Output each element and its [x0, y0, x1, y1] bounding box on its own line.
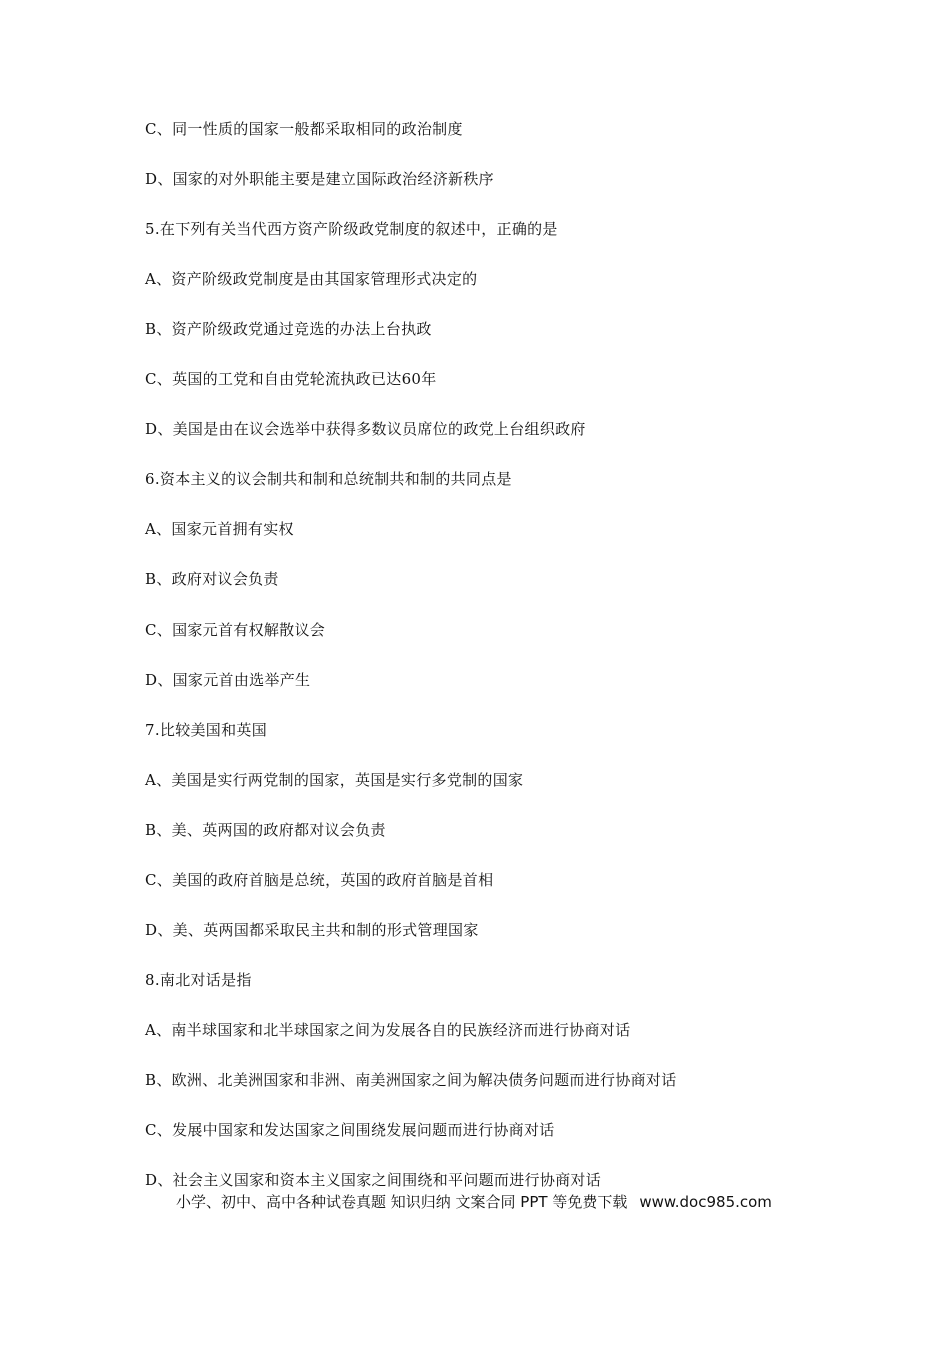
option-7a: A、美国是实行两党制的国家，英国是实行多党制的国家: [145, 771, 524, 789]
option-5a: A、资产阶级政党制度是由其国家管理形式决定的: [145, 270, 478, 288]
option-6a: A、国家元首拥有实权: [145, 520, 294, 538]
question-5-stem: 5.在下列有关当代西方资产阶级政党制度的叙述中，正确的是: [145, 220, 558, 238]
question-7-stem: 7.比较美国和英国: [145, 721, 268, 739]
footer: [176, 1192, 772, 1212]
footer-text: 小学、初中、高中各种试卷真题 知识归纳 文案合同 PPT 等免费下载: [176, 1193, 628, 1211]
footer-url-link[interactable]: www.doc985.com: [639, 1193, 772, 1211]
option-6b: B、政府对议会负责: [145, 570, 279, 588]
option-7b: B、美、英两国的政府都对议会负责: [145, 821, 386, 839]
option-7d: D、美、英两国都采取民主共和制的形式管理国家: [145, 921, 479, 939]
question-8-stem: 8.南北对话是指: [145, 971, 252, 989]
option-8b: B、欧洲、北美洲国家和非洲、南美洲国家之间为解决债务问题而进行协商对话: [145, 1071, 677, 1089]
option-6d: D、国家元首由选举产生: [145, 671, 311, 689]
question-6-stem: 6.资本主义的议会制共和制和总统制共和制的共同点是: [145, 470, 512, 488]
option-5b: B、资产阶级政党通过竞选的办法上台执政: [145, 320, 432, 338]
option-8a: A、南半球国家和北半球国家之间为发展各自的民族经济而进行协商对话: [145, 1021, 631, 1039]
option-4c: C、同一性质的国家一般都采取相同的政治制度: [145, 120, 463, 138]
option-4d: D、国家的对外职能主要是建立国际政治经济新秩序: [145, 170, 494, 188]
option-5d: D、美国是由在议会选举中获得多数议员席位的政党上台组织政府: [145, 420, 586, 438]
option-8d: D、社会主义国家和资本主义国家之间围绕和平问题而进行协商对话: [145, 1171, 602, 1189]
option-6c: C、国家元首有权解散议会: [145, 621, 326, 639]
option-7c: C、美国的政府首脑是总统，英国的政府首脑是首相: [145, 871, 494, 889]
option-5c: C、英国的工党和自由党轮流执政已达60年: [145, 370, 437, 388]
option-8c: C、发展中国家和发达国家之间围绕发展问题而进行协商对话: [145, 1121, 555, 1139]
